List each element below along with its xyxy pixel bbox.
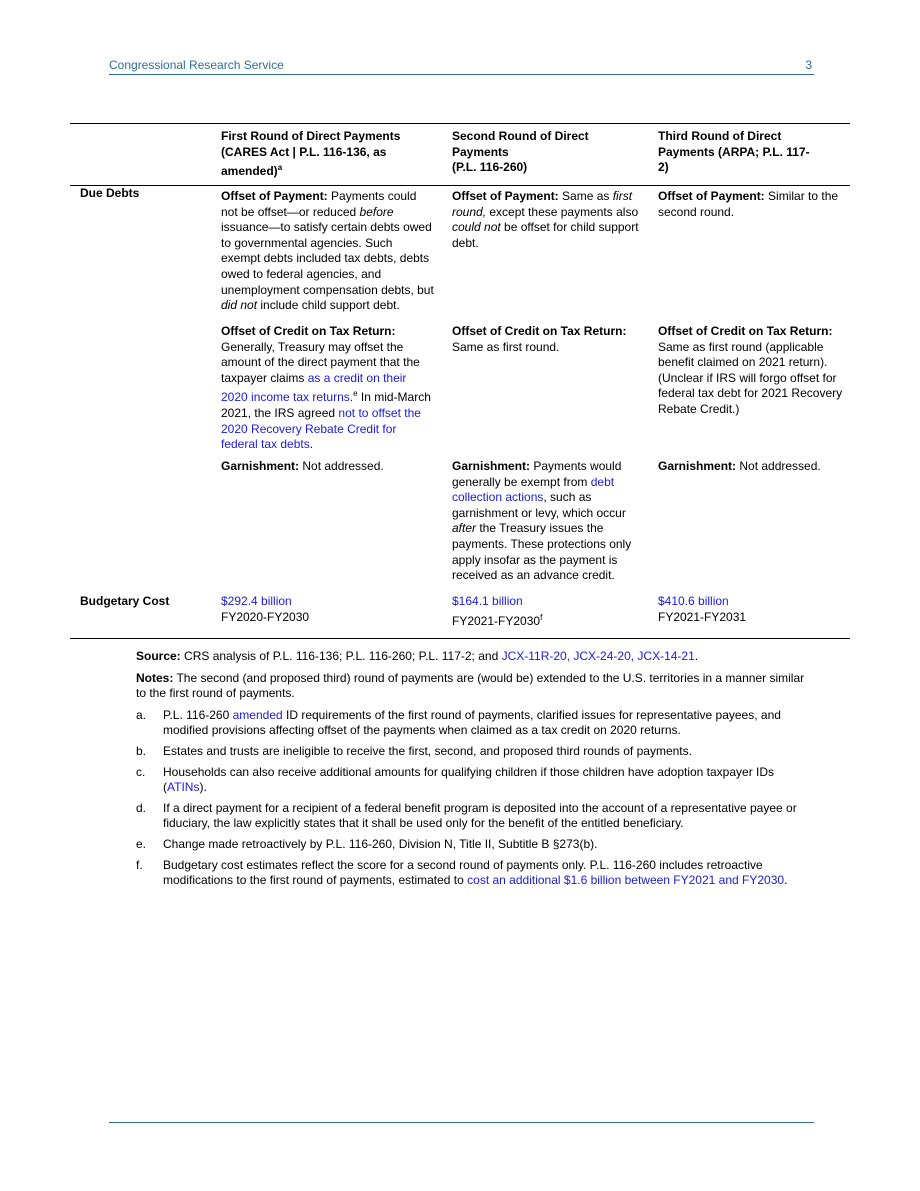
cell-text: Same as bbox=[558, 189, 613, 203]
cell-offset-credit-second bbox=[452, 324, 642, 355]
column-header-line: Payments bbox=[452, 144, 509, 159]
footnote-b bbox=[136, 744, 808, 760]
cell-text: Generally, Treasury may offset the amount of the direct payment that the taxpayer claims bbox=[221, 339, 420, 385]
budget-range: FY2020-FY2030 bbox=[221, 609, 310, 624]
cell-text-italic: could not bbox=[452, 220, 501, 235]
amended-link[interactable]: amended bbox=[232, 707, 283, 722]
footnote-text: Households can also receive additional amounts for qualifying children if those children have adoption taxpayer IDs ( bbox=[163, 764, 775, 795]
cell-text-italic: after bbox=[452, 521, 477, 536]
cell-label: Offset of Credit on Tax Return: bbox=[221, 324, 396, 338]
footnote-a bbox=[136, 708, 808, 739]
cell-garnishment-third bbox=[658, 459, 843, 475]
footnote-text: Change made retroactively by P.L. 116-260, Division N, Title II, Subtitle B §273(b). bbox=[163, 836, 598, 851]
footnote-ref: e bbox=[353, 389, 358, 399]
row-label-due-debts: Due Debts bbox=[80, 186, 140, 200]
budget-range-line bbox=[452, 610, 642, 630]
footer-rule bbox=[109, 1122, 814, 1123]
cell-offset-payment-second bbox=[452, 189, 642, 251]
tax-credit-link[interactable]: as a credit on their 2020 income tax returns. bbox=[221, 370, 407, 405]
column-header-line: Payments (ARPA; P.L. 117- bbox=[658, 144, 810, 159]
footnote-text: P.L. 116-260 bbox=[163, 707, 233, 722]
source-note bbox=[136, 649, 808, 665]
cell-offset-credit-third bbox=[658, 324, 843, 418]
cell-text-italic: did not bbox=[221, 298, 258, 313]
cell-text: Same as first round. bbox=[452, 339, 560, 354]
column-header-third-round bbox=[658, 129, 843, 176]
cell-text: Similar to the second round. bbox=[658, 189, 839, 219]
footnote-text: Estates and trusts are ineligible to receive the first, second, and proposed third rounds of payments. bbox=[163, 743, 692, 758]
cell-label: Offset of Credit on Tax Return: bbox=[658, 324, 833, 338]
cell-offset-payment-third bbox=[658, 189, 843, 220]
cell-budget-first bbox=[221, 594, 435, 625]
footnote-text: ). bbox=[199, 780, 207, 795]
budget-cost-link[interactable]: $164.1 billion bbox=[452, 594, 523, 608]
column-header-line bbox=[221, 160, 435, 180]
row-label-budgetary-cost: Budgetary Cost bbox=[80, 594, 170, 608]
footnote-letter: d. bbox=[136, 800, 147, 815]
cell-text: except these payments also bbox=[486, 204, 639, 219]
column-header-second-round bbox=[452, 129, 642, 176]
header-rule bbox=[109, 74, 814, 75]
general-note bbox=[136, 671, 808, 702]
page-number: 3 bbox=[805, 58, 812, 72]
atins-link[interactable]: ATINs bbox=[167, 780, 200, 795]
column-header-line: (P.L. 116-260) bbox=[452, 160, 528, 175]
footnote-c bbox=[136, 765, 808, 796]
cell-label: Offset of Credit on Tax Return: bbox=[452, 324, 627, 338]
column-header-line: Third Round of Direct bbox=[658, 129, 782, 143]
cell-text: Not addressed. bbox=[736, 459, 821, 473]
footnote-d bbox=[136, 801, 808, 832]
column-header-line: Second Round of Direct bbox=[452, 129, 589, 143]
source-text: . bbox=[694, 649, 699, 663]
cell-label: Garnishment: bbox=[452, 459, 531, 473]
cell-text: Same as first round (applicable benefit claimed on 2021 return). (Unclear if IRS will forgo offset for federal tax debt for 2021 Recovery Rebate Credit.) bbox=[658, 339, 843, 416]
cell-text: In mid-March 2021, the IRS agreed bbox=[221, 390, 431, 420]
jcx-links[interactable]: JCX-11R-20, JCX-24-20, JCX-14-21 bbox=[501, 649, 695, 663]
source-text: CRS analysis of P.L. 116-136; P.L. 116-260; P.L. 117-2; and bbox=[180, 649, 502, 663]
cell-garnishment-first bbox=[221, 459, 435, 475]
header-title: Congressional Research Service bbox=[109, 58, 284, 72]
cell-budget-third bbox=[658, 594, 843, 625]
budget-cost-link[interactable]: $292.4 billion bbox=[221, 594, 292, 608]
cell-text: . bbox=[309, 437, 314, 452]
debt-collection-link[interactable]: debt collection actions bbox=[452, 474, 615, 505]
budget-range: FY2021-FY2031 bbox=[658, 609, 747, 624]
page-header bbox=[109, 56, 814, 74]
column-header-text: amended) bbox=[221, 164, 278, 179]
footnote-letter: b. bbox=[136, 743, 147, 758]
cell-label: Offset of Payment: bbox=[658, 189, 765, 203]
footnote-text: If a direct payment for a recipient of a federal benefit program is deposited into the account of a representative payee or fiduciary, the law explicitly states that it shall be used only for the benefit of the entitled beneficiary. bbox=[163, 800, 797, 831]
footnote-ref: f bbox=[540, 612, 543, 622]
footnote-letter: e. bbox=[136, 836, 147, 851]
column-header-line: 2) bbox=[658, 160, 669, 175]
cell-text-italic: first round, bbox=[452, 189, 633, 219]
footnote-text: . bbox=[784, 873, 788, 888]
irs-offset-link[interactable]: not to offset the 2020 Recovery Rebate Credit for federal tax debts bbox=[221, 405, 421, 452]
cell-label: Offset of Payment: bbox=[452, 189, 559, 203]
cell-offset-payment-first bbox=[221, 189, 435, 314]
footnote-text: ID requirements of the first round of payments, clarified issues for representative payees, and modified provisions affecting offset of the payments when claimed as a tax credit on 2020 returns. bbox=[163, 707, 781, 738]
footnote-ref: a bbox=[277, 163, 283, 173]
footnote-letter: f. bbox=[136, 857, 143, 872]
footnote-f bbox=[136, 858, 808, 889]
cell-text: Payments would generally be exempt from bbox=[452, 459, 622, 489]
budget-cost-link[interactable]: $410.6 billion bbox=[658, 594, 729, 608]
footnote-e bbox=[136, 837, 808, 853]
notes-label: Notes: bbox=[136, 670, 174, 685]
footnote-letter: c. bbox=[136, 764, 146, 779]
budget-range: FY2021-FY2030 bbox=[452, 613, 541, 628]
cell-text: Not addressed. bbox=[299, 459, 384, 473]
cell-text: be offset for child support debt. bbox=[452, 220, 639, 250]
cell-offset-credit-first bbox=[221, 324, 435, 453]
column-header-line: First Round of Direct Payments bbox=[221, 129, 401, 143]
table-notes bbox=[136, 649, 808, 894]
cell-label: Offset of Payment: bbox=[221, 189, 328, 203]
cell-text: Payments could not be offset—or reduced bbox=[221, 189, 417, 219]
cell-label: Garnishment: bbox=[221, 459, 300, 473]
cost-estimate-link[interactable]: cost an additional $1.6 billion between FY2021 and FY2030 bbox=[467, 873, 785, 888]
cell-text: , such as garnishment or levy, which occur bbox=[452, 490, 626, 520]
footnote-letter: a. bbox=[136, 707, 147, 722]
column-header-line: (CARES Act | P.L. 116-136, as bbox=[221, 144, 387, 159]
cell-budget-second bbox=[452, 594, 642, 629]
cell-text: the Treasury issues the payments. These protections only apply insofar as the payment is received as an advance credit. bbox=[452, 521, 632, 583]
table-bottom-rule bbox=[70, 638, 850, 639]
source-label: Source: bbox=[136, 649, 181, 663]
cell-text: issuance—to satisfy certain debts owed to governmental agencies. Such exempt debts included tax debts, debts owed to federal agencies, and unemployment compensation debts, but bbox=[221, 220, 434, 297]
table-top-rule bbox=[70, 123, 850, 124]
cell-text-italic: before bbox=[359, 204, 394, 219]
cell-garnishment-second bbox=[452, 459, 642, 584]
footnote-text: Budgetary cost estimates reflect the score for a second round of payments only. P.L. 116-260 includes retroactive modifications to the first round of payments, estimated to bbox=[163, 857, 763, 888]
column-header-first-round bbox=[221, 129, 435, 180]
cell-text: include child support debt. bbox=[257, 298, 400, 313]
cell-label: Garnishment: bbox=[658, 459, 737, 473]
notes-text: The second (and proposed third) round of payments are (would be) extended to the U.S. territories in a manner similar to the first round of payments. bbox=[136, 670, 805, 701]
